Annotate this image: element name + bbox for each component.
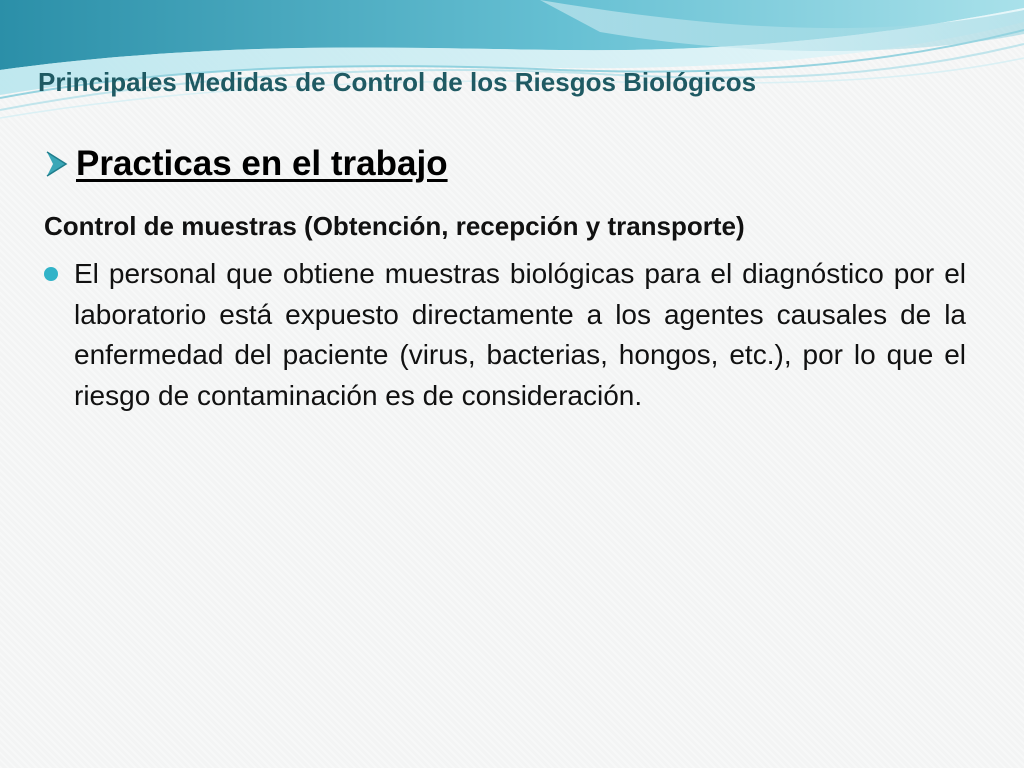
- subheading: Control de muestras (Obtención, recepción y transporte): [44, 211, 745, 241]
- arrow-right-icon: [44, 146, 74, 182]
- bullet-text: El personal que obtiene muestras biológicas para el diagnóstico por el laboratorio está expuesto directamente a los agentes causales de la enfermedad del paciente (virus, bacterias, hongos, etc.), por lo que el riesgo de contaminación es de consideración.: [74, 258, 966, 411]
- circle-bullet-icon: [44, 267, 58, 281]
- slide-title: Principales Medidas de Control de los Riesgos Biológicos: [38, 67, 757, 97]
- header-wave-decoration: [0, 0, 1024, 125]
- list-item: [44, 254, 966, 416]
- section-heading-text: Practicas en el trabajo: [76, 144, 448, 183]
- section-heading: [44, 142, 448, 186]
- bullet-list: [44, 254, 966, 416]
